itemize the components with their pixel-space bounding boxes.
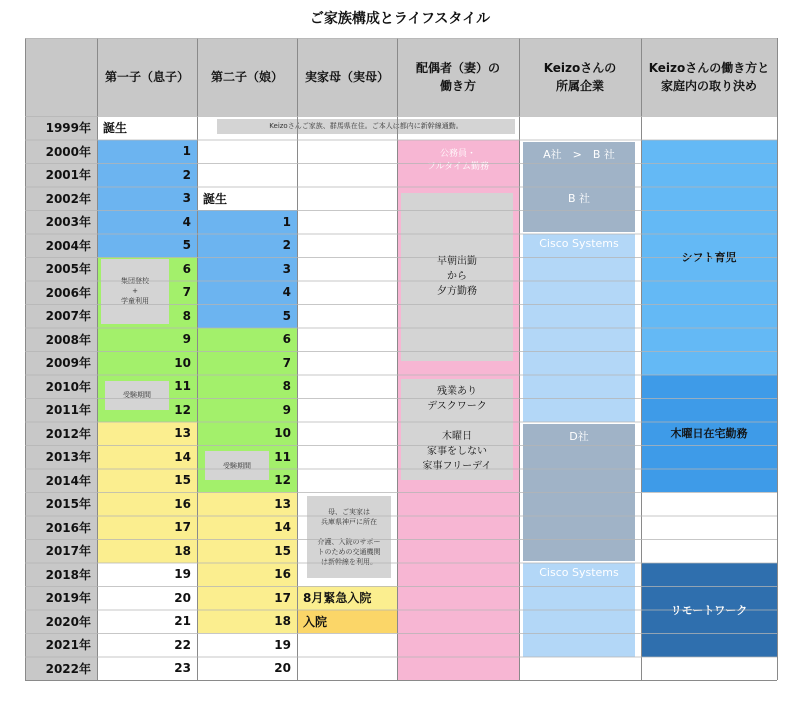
- company-b: B 社: [523, 187, 635, 211]
- child2-birth: 誕生: [203, 191, 228, 206]
- child2-age: 5: [197, 304, 297, 328]
- child1-age: 7: [97, 281, 197, 305]
- child1-age: 19: [174, 567, 191, 582]
- child2-age: 6: [197, 328, 297, 352]
- child1-age: 2: [97, 163, 197, 187]
- child1-age: 1: [97, 140, 197, 164]
- year-cell: 2008年: [25, 328, 97, 352]
- child1-age: 11: [97, 375, 197, 399]
- year-cell: 2013年: [25, 445, 97, 469]
- company-cisco-1: Cisco Systems: [523, 234, 635, 422]
- year-cell: 2014年: [25, 469, 97, 493]
- child1-age: 12: [97, 398, 197, 422]
- child2-exam-note: 受験期間: [205, 451, 269, 480]
- spouse-2022-empty: [397, 657, 519, 681]
- child1-age: 6: [97, 257, 197, 281]
- year-cell: 2018年: [25, 563, 97, 587]
- child1-age: 23: [174, 661, 191, 676]
- child2-age: 11: [197, 445, 297, 469]
- spouse-early-shift: 早朝出勤 から 夕方勤務: [401, 193, 513, 361]
- mother-hospital: 入院: [297, 610, 397, 634]
- child2-age: 13: [197, 492, 297, 516]
- year-cell: 2007年: [25, 304, 97, 328]
- year-cell: 2006年: [25, 281, 97, 305]
- header-corner: [25, 38, 97, 116]
- child1-school-note: 集団登校 + 学童利用: [101, 259, 169, 324]
- child1-age: 21: [174, 614, 191, 629]
- year-cell: 2009年: [25, 351, 97, 375]
- child2-age: 7: [197, 351, 297, 375]
- child2-age: 14: [197, 516, 297, 540]
- spouse-overtime: 残業あり デスクワーク 木曜日 家事をしない 家事フリーデイ: [401, 379, 513, 481]
- child2-age: 10: [197, 422, 297, 446]
- company-cisco-2: Cisco Systems: [523, 563, 635, 657]
- child1-age: 14: [97, 445, 197, 469]
- header-col2: 第二子（娘）: [197, 38, 297, 116]
- year-cell: 1999年: [25, 116, 97, 140]
- child2-age: 19: [274, 637, 291, 652]
- workstyle-remote: リモートワーク: [641, 563, 777, 657]
- year-cell: 2020年: [25, 610, 97, 634]
- child1-age: 16: [97, 492, 197, 516]
- mother-note: 母、ご実家は 兵庫県神戸に所在 介護、入院のサポー トのための交通機関 は新幹線を利用。: [307, 496, 391, 578]
- child2-age: 2: [197, 234, 297, 258]
- child1-age: 8: [97, 304, 197, 328]
- child2-age: 20: [274, 661, 291, 676]
- child2-age: 17: [197, 586, 297, 610]
- page-title: ご家族構成とライフスタイル: [309, 11, 491, 27]
- child1-age: 18: [97, 539, 197, 563]
- header-col3: 実家母（実母）: [297, 38, 397, 116]
- year-cell: 2001年: [25, 163, 97, 187]
- year-cell: 2010年: [25, 375, 97, 399]
- company-a-b: A社 > B 社: [523, 142, 635, 232]
- life-table: [25, 38, 777, 680]
- child1-exam-note: 受験期間: [105, 381, 169, 410]
- header-col5: Keizoさんの 所属企業: [519, 38, 641, 116]
- year-cell: 2015年: [25, 492, 97, 516]
- workstyle-thursday: 木曜日在宅勤務: [641, 375, 777, 493]
- child1-age: 20: [174, 590, 191, 605]
- year-cell: 2012年: [25, 422, 97, 446]
- year-cell: 2011年: [25, 398, 97, 422]
- year-cell: 2017年: [25, 539, 97, 563]
- year-cell: 2005年: [25, 257, 97, 281]
- child1-age: 15: [97, 469, 197, 493]
- year-cell: 2022年: [25, 657, 97, 681]
- child1-age: 5: [97, 234, 197, 258]
- child1-age: 17: [97, 516, 197, 540]
- header-col1: 第一子（息子）: [97, 38, 197, 116]
- child1-age: 13: [97, 422, 197, 446]
- year-cell: 2003年: [25, 210, 97, 234]
- workstyle-shift: シフト育児: [641, 140, 777, 375]
- child1-age: 4: [97, 210, 197, 234]
- child2-age: 15: [197, 539, 297, 563]
- mother-emergency: 8月緊急入院: [297, 586, 397, 610]
- child2-age: 18: [197, 610, 297, 634]
- header-col4: 配偶者（妻）の 働き方: [397, 38, 519, 116]
- child2-age: 1: [197, 210, 297, 234]
- company-d: D社: [523, 424, 635, 561]
- child1-birth: 誕生: [103, 121, 128, 136]
- year-cell: 2004年: [25, 234, 97, 258]
- child2-age: 12: [197, 469, 297, 493]
- child2-age: 16: [197, 563, 297, 587]
- child1-age: 22: [174, 637, 191, 652]
- child1-age: 3: [97, 187, 197, 211]
- spouse-fulltime: 公務員・ フルタイム勤務: [397, 142, 519, 181]
- child1-age: 9: [97, 328, 197, 352]
- header-col6: Keizoさんの働き方と 家庭内の取り決め: [641, 38, 777, 116]
- year-cell: 2000年: [25, 140, 97, 164]
- child2-age: 4: [197, 281, 297, 305]
- child2-age: 3: [197, 257, 297, 281]
- child2-age: 9: [197, 398, 297, 422]
- year-cell: 2016年: [25, 516, 97, 540]
- year-cell: 2002年: [25, 187, 97, 211]
- year-cell: 2021年: [25, 633, 97, 657]
- child1-age: 10: [97, 351, 197, 375]
- child2-age: 8: [197, 375, 297, 399]
- year-cell: 2019年: [25, 586, 97, 610]
- note-1999: Keizoさんご家族、群馬県在住。ご本人は都内に新幹線通勤。: [217, 119, 515, 134]
